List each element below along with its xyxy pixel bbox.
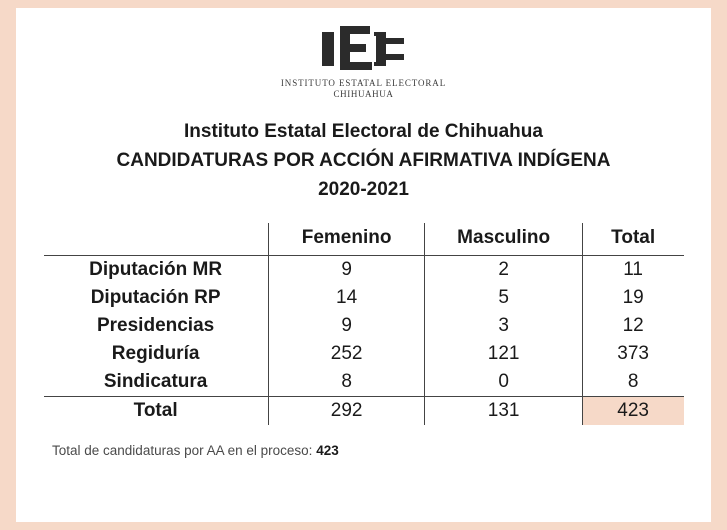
cell-masculino: 0 bbox=[425, 368, 582, 397]
cell-femenino-total: 292 bbox=[268, 396, 425, 425]
title-block bbox=[16, 117, 711, 205]
page-period: 2020-2021 bbox=[318, 179, 409, 201]
table-row bbox=[44, 368, 684, 397]
table-head bbox=[44, 223, 684, 256]
cell-femenino: 9 bbox=[268, 255, 425, 284]
cell-total: 19 bbox=[622, 286, 644, 308]
cell-total: 12 bbox=[622, 314, 644, 336]
row-label-total: Total bbox=[44, 396, 269, 425]
footnote bbox=[52, 443, 711, 458]
column-header-masculino: Masculino bbox=[425, 223, 582, 256]
cell-femenino: 8 bbox=[268, 368, 425, 397]
table-row bbox=[44, 255, 684, 284]
row-label: Presidencias bbox=[44, 312, 269, 340]
row-label: Sindicatura bbox=[44, 368, 269, 397]
cell-masculino-total: 131 bbox=[425, 396, 582, 425]
cell-grand-total: 423 bbox=[582, 396, 683, 425]
logo-block bbox=[16, 8, 711, 101]
footnote-value: 423 bbox=[316, 442, 339, 458]
cell-total: 8 bbox=[627, 370, 639, 392]
iee-chihuahua-logo-icon bbox=[316, 22, 412, 74]
table-row bbox=[44, 340, 684, 368]
footnote-text: Total de candidaturas por AA en el proceso: bbox=[52, 442, 317, 458]
candidaturas-table bbox=[44, 223, 684, 425]
page-title: Instituto Estatal Electoral de Chihuahua bbox=[184, 120, 543, 142]
table-row bbox=[44, 312, 684, 340]
row-label: Diputación MR bbox=[44, 255, 269, 284]
column-header-femenino: Femenino bbox=[268, 223, 425, 256]
table-wrapper bbox=[44, 223, 684, 425]
cell-femenino: 9 bbox=[268, 312, 425, 340]
table-body bbox=[44, 255, 684, 425]
cell-femenino: 14 bbox=[268, 284, 425, 312]
logo-caption-line2: CHIHUAHUA bbox=[333, 89, 394, 100]
cell-masculino: 121 bbox=[425, 340, 582, 368]
logo-caption bbox=[16, 78, 711, 101]
cell-total: 11 bbox=[623, 258, 643, 280]
table-row bbox=[44, 284, 684, 312]
cell-femenino: 252 bbox=[268, 340, 425, 368]
cell-total: 373 bbox=[617, 342, 649, 364]
cell-masculino: 5 bbox=[425, 284, 582, 312]
page-subtitle: CANDIDATURAS POR ACCIÓN AFIRMATIVA INDÍGENA bbox=[116, 149, 611, 171]
cell-masculino: 3 bbox=[425, 312, 582, 340]
table-total-row bbox=[44, 396, 684, 425]
table-header-row bbox=[44, 223, 684, 256]
row-label: Regiduría bbox=[44, 340, 269, 368]
column-header-category bbox=[44, 223, 269, 256]
logo-caption-line1: INSTITUTO ESTATAL ELECTORAL bbox=[280, 78, 447, 88]
column-header-total: Total bbox=[611, 226, 656, 248]
document-page bbox=[16, 8, 711, 522]
cell-masculino: 2 bbox=[425, 255, 582, 284]
row-label: Diputación RP bbox=[44, 284, 269, 312]
